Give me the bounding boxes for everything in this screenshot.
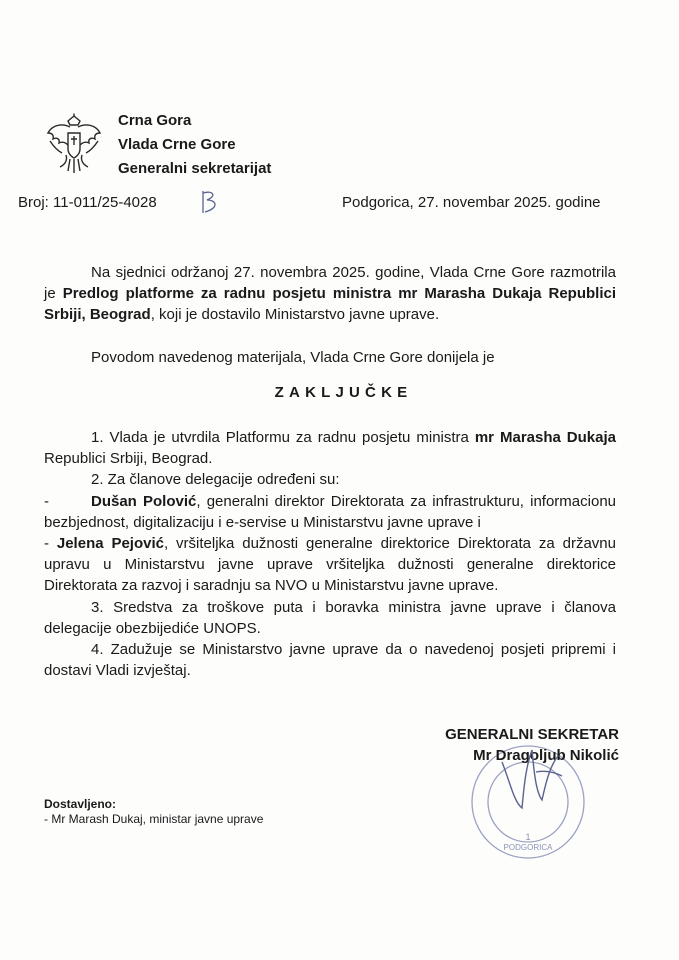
decision-3: 3. Sredstva za troškove puta i boravka ministra javne uprave i članova delegacije obezbijediće UNOPS. — [44, 598, 616, 637]
header-government: Vlada Crne Gore — [118, 136, 236, 153]
intro-subject: Predlog platforme za radnu posjetu ministra mr Marasha Dukaja Republici Srbiji, Beograd — [44, 285, 617, 324]
decision-4: 4. Zadužuje se Ministarstvo javne uprave da o navedenoj posjeti pripremi i dostavi Vladi izvještaj. — [44, 641, 616, 680]
decision-1: 1. Vlada je utvrdila Platformu za radnu posjetu ministra mr Marasha Dukaja Republici Srbiji, Beograd. — [44, 429, 616, 468]
intro-text-2: , koji je dostavilo Ministarstvo javne uprave. — [150, 306, 440, 324]
stamp-number: 1 — [525, 832, 531, 842]
delegation-member-2: - Jelena Pejović, vršiteljka dužnosti generalne direktorice Direktorata za državnu upravu u Ministarstvu javne uprave vršiteljka dužnosti generalne direktorice Direktorata za razvoj i saradnju sa NVO u Ministarstvu javne uprave. — [44, 535, 616, 595]
signer-name: Mr Dragoljub Nikolić — [473, 747, 619, 764]
decisions-list — [44, 427, 616, 681]
intro-text-1: Na sjednici održanoj 27. novembra 2025. godine, Vlada Crne Gore razmotrila je — [44, 264, 616, 303]
place-and-date: Podgorica, 27. novembar 2025. godine — [342, 194, 601, 211]
decision-2: 2. Za članove delegacije određeni su: — [91, 471, 340, 489]
handwritten-mark-icon — [199, 188, 223, 216]
stamp-city: PODGORICA — [503, 843, 553, 852]
signer-title: GENERALNI SEKRETAR — [445, 726, 619, 743]
intro-paragraph-2 — [44, 347, 616, 368]
header-country: Crna Gora — [118, 112, 192, 129]
handwritten-signature-icon — [496, 742, 568, 812]
conclusions-heading: ZAKLJUČKE — [274, 384, 413, 401]
delegation-member-1: - Dušan Polović, generalni direktor Direktorata za infrastrukturu, informacionu bezbjednost, digitalizaciju i e-servise u Ministarstvu javne uprave i — [44, 492, 616, 531]
issuer-header — [118, 109, 271, 181]
intro-paragraph — [44, 262, 616, 326]
header-secretariat: Generalni sekretarijat — [118, 160, 272, 177]
reference-number: Broj: 11-011/25-4028 — [18, 194, 157, 211]
coat-of-arms-icon — [44, 113, 104, 177]
distribution-item: - Mr Marash Dukaj, ministar javne uprave — [44, 812, 264, 826]
intro2-text: Povodom navedenog materijala, Vlada Crne Gore donijela je — [91, 349, 495, 366]
distribution-label: Dostavljeno: — [44, 797, 117, 811]
